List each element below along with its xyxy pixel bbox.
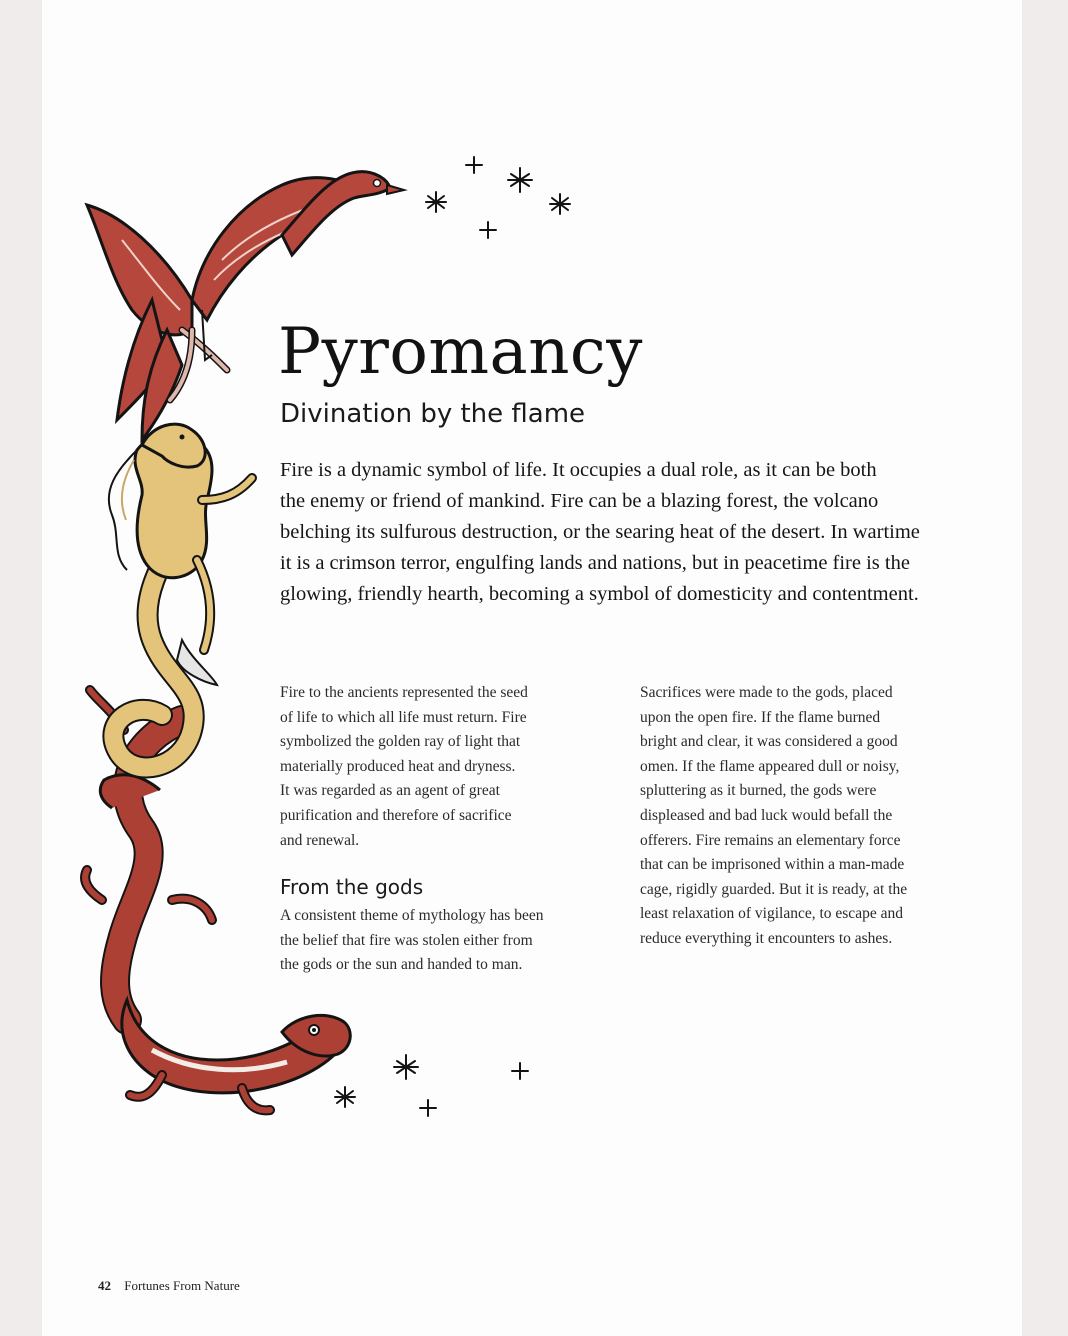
text-line: spluttering as it burned, the gods were — [640, 782, 877, 800]
text-line: and renewal. — [280, 831, 360, 849]
text-line: symbolized the golden ray of light that — [280, 733, 521, 751]
text-line: of life to which all life must return. Fire — [280, 708, 527, 726]
text-line: least relaxation of vigilance, to escape and — [640, 905, 903, 923]
text-line: the gods or the sun and handed to man. — [280, 956, 523, 974]
text-line: It was regarded as an agent of great — [280, 782, 500, 800]
section-paragraph — [280, 904, 610, 978]
lead-line: it is a crimson terror, engulfing lands and nations, but in peacetime fire is the — [280, 552, 910, 574]
text-line: displeased and bad luck would befall the — [640, 806, 893, 824]
text-line: purification and therefore of sacrifice — [280, 806, 512, 824]
lead-line: glowing, friendly hearth, becoming a symbol of domesticity and contentment. — [280, 583, 919, 605]
text-line: Sacrifices were made to the gods, placed — [640, 684, 893, 701]
text-line: cage, rigidly guarded. But it is ready, at the — [640, 880, 908, 898]
page-number: 42 — [98, 1278, 111, 1293]
lead-line: belching its sulfurous destruction, or the searing heat of the desert. In wartime — [280, 521, 920, 543]
lead-line: the enemy or friend of mankind. Fire can be a blazing forest, the volcano — [280, 490, 879, 512]
left-column-paragraph — [280, 681, 610, 853]
page-subtitle: Divination by the flame — [280, 399, 586, 429]
text-line: bright and clear, it was considered a good — [640, 733, 898, 751]
right-column-paragraph — [640, 681, 970, 952]
lead-line: Fire is a dynamic symbol of life. It occupies a dual role, as it can be both — [280, 459, 877, 481]
text-line: materially produced heat and dryness. — [280, 757, 516, 775]
text-line: A consistent theme of mythology has been — [280, 907, 544, 924]
text-line: omen. If the flame appeared dull or noisy, — [640, 757, 900, 775]
section-heading: From the gods — [280, 875, 424, 899]
text-line: upon the open fire. If the flame burned — [640, 708, 881, 726]
text-line: Fire to the ancients represented the seed — [280, 684, 528, 701]
page-footer — [98, 1277, 240, 1295]
running-title: Fortunes From Nature — [124, 1278, 240, 1293]
text-line: the belief that fire was stolen either from — [280, 931, 533, 949]
page-title: Pyromancy — [278, 315, 643, 389]
book-page — [42, 0, 1022, 1336]
lead-paragraph — [280, 455, 970, 610]
text-line: reduce everything it encounters to ashes. — [640, 929, 893, 947]
text-line: offerers. Fire remains an elementary force — [640, 831, 901, 849]
decorative-border-illustration — [42, 0, 1022, 1336]
text-line: that can be imprisoned within a man-made — [640, 856, 905, 874]
